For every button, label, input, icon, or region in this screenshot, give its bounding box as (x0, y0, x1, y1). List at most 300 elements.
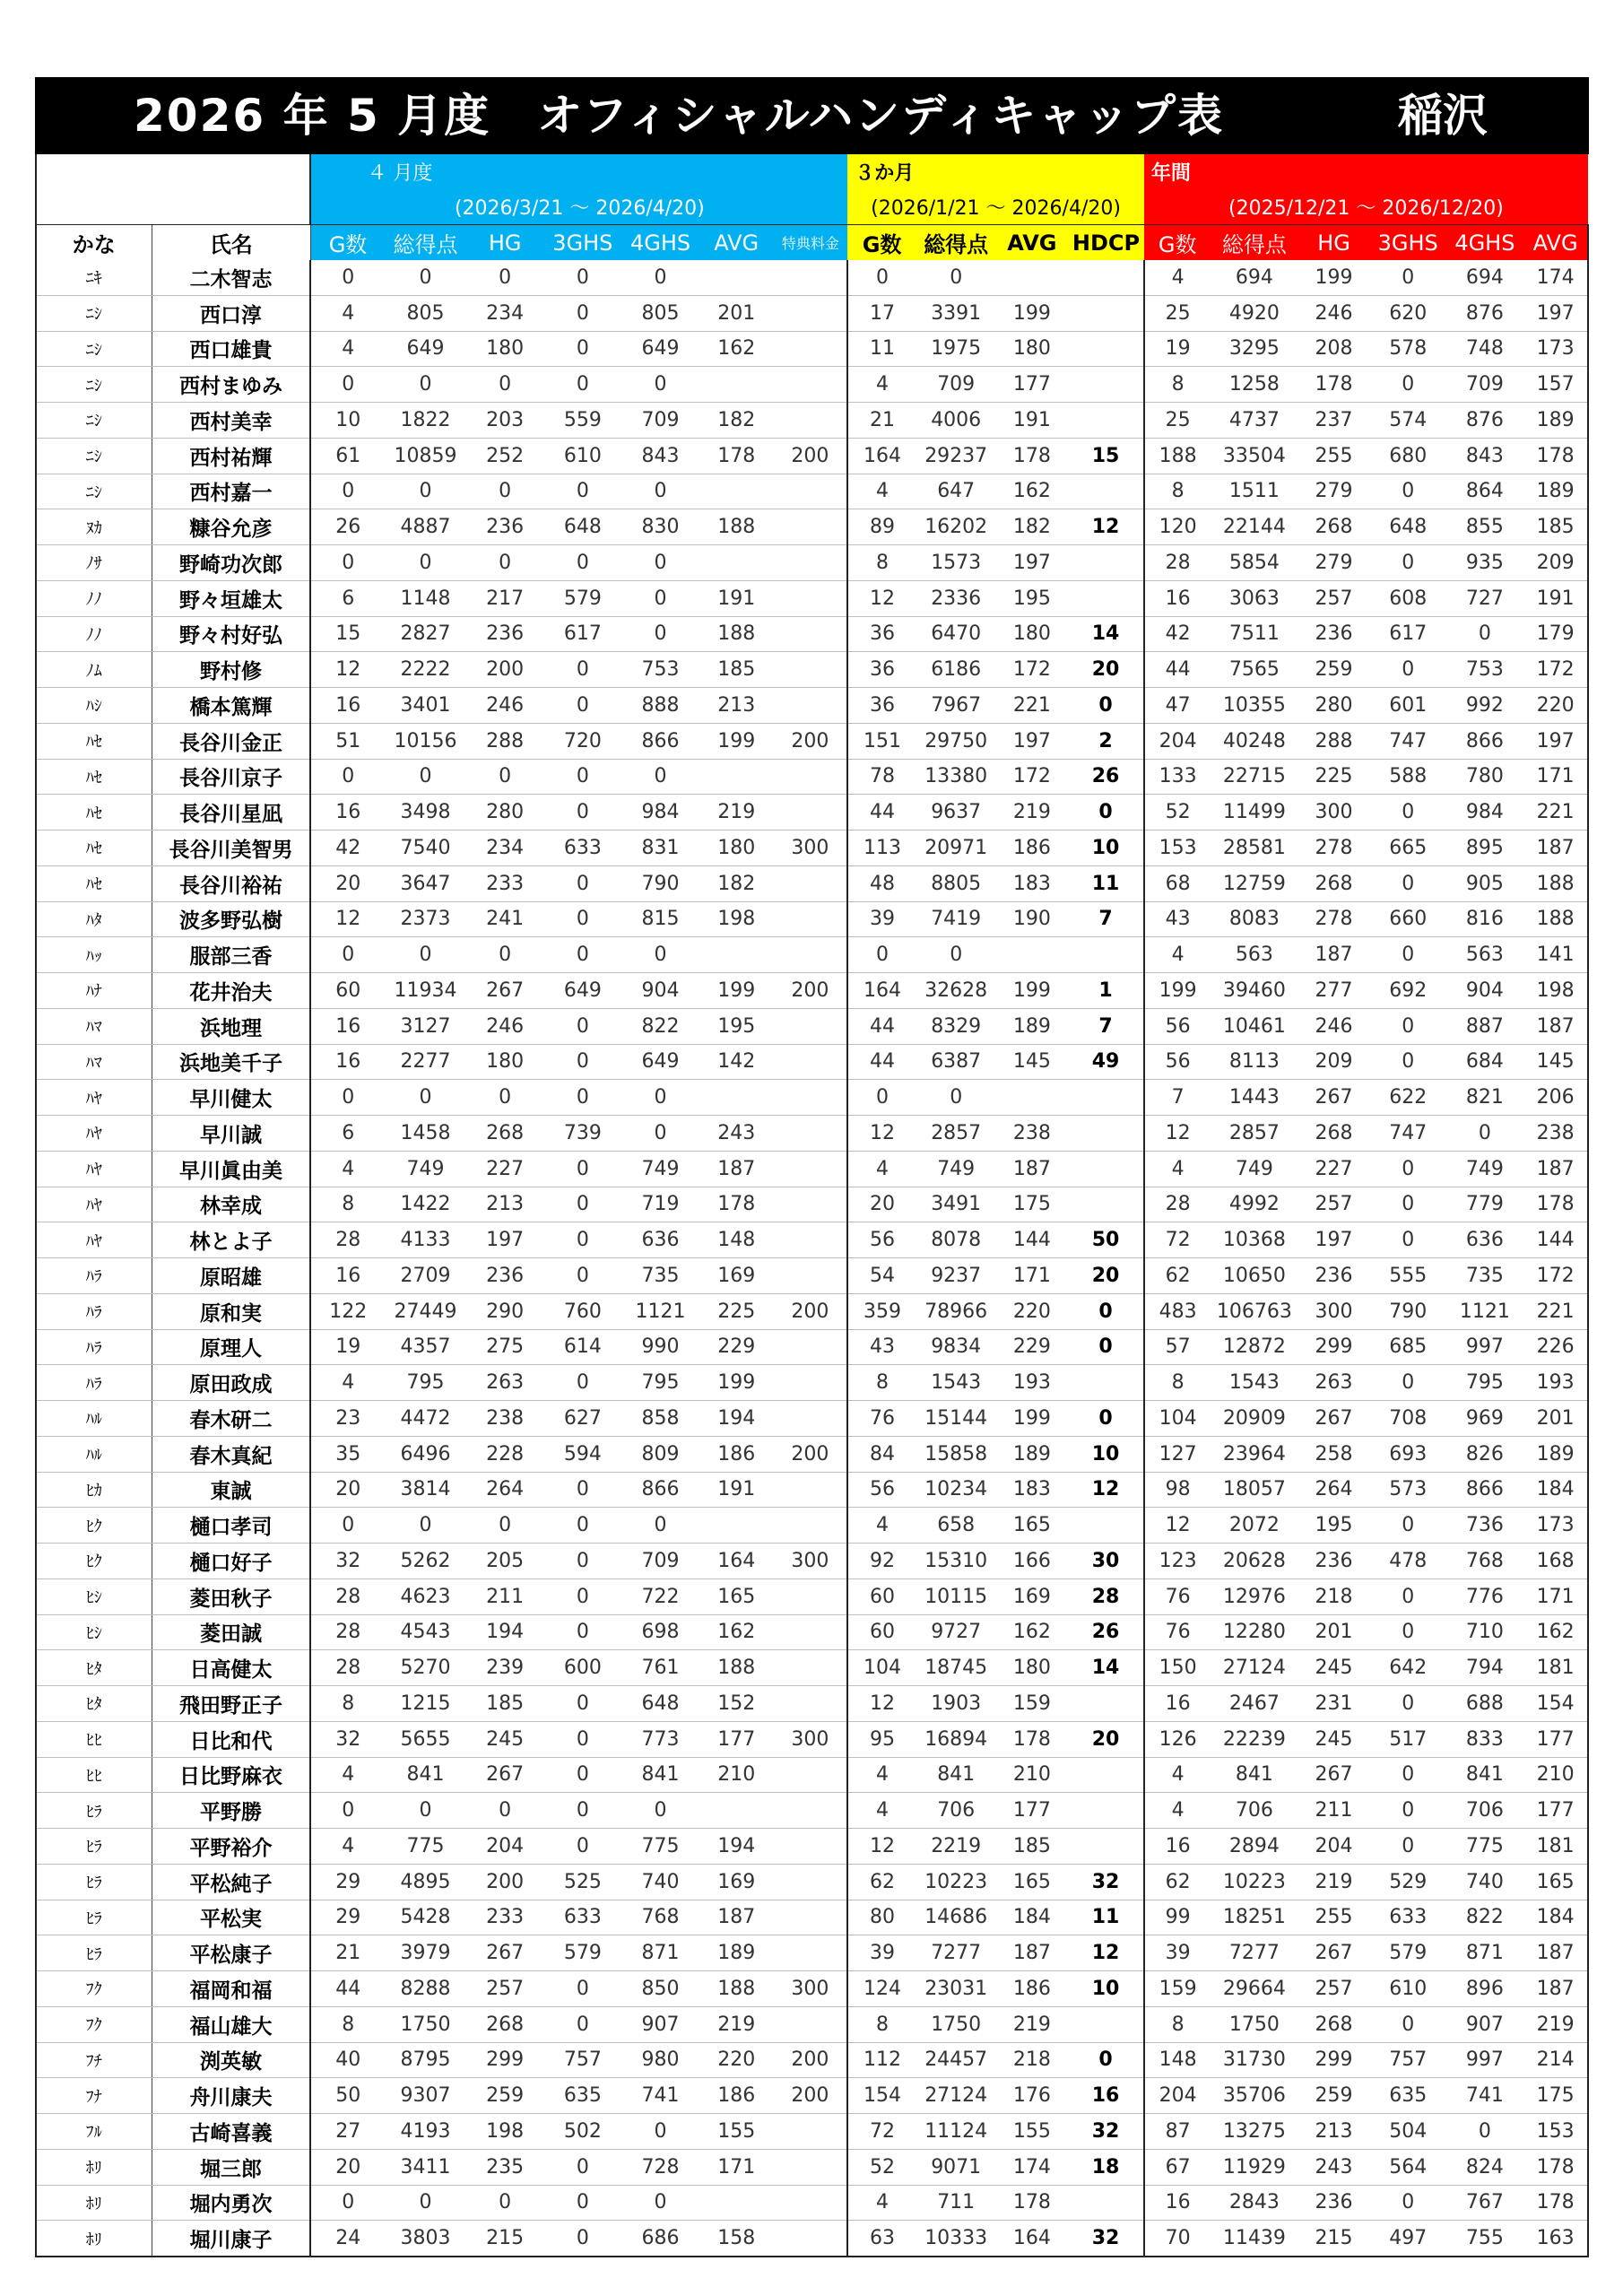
cell-value: 243 (699, 1116, 774, 1152)
cell-value: 162 (699, 1614, 774, 1650)
cell-value: 16202 (916, 509, 996, 545)
cell-value: 0 (1370, 795, 1446, 831)
cell-value (774, 1578, 848, 1614)
cell-value: 231 (1298, 1686, 1370, 1722)
cell-value: 209 (1523, 545, 1588, 581)
cell-value: 5270 (385, 1650, 466, 1686)
table-row (36, 438, 1588, 474)
cell-name: 浜地理 (152, 1008, 310, 1044)
cell-games: 4 (1144, 937, 1211, 973)
cell-value: 10115 (916, 1578, 996, 1614)
cell-value: 0 (621, 759, 699, 795)
cell-value: 4920 (1211, 295, 1298, 331)
cell-value: 826 (1446, 1436, 1524, 1472)
cell-value: 997 (1446, 2042, 1524, 2078)
cell-value: 633 (1370, 1900, 1446, 1935)
cell-hdcp (1068, 1116, 1144, 1152)
cell-value: 23 (310, 1401, 385, 1437)
header-col-apr-hg: HG (466, 225, 544, 261)
cell-value (774, 1614, 848, 1650)
cell-value: 0 (466, 260, 544, 295)
cell-value: 171 (1523, 759, 1588, 795)
cell-value (774, 1793, 848, 1829)
header-col-apr-4ghs: 4GHS (621, 225, 699, 261)
cell-value: 27 (310, 2114, 385, 2150)
cell-value: 10156 (385, 723, 466, 759)
cell-value: 200 (774, 438, 848, 474)
cell-value: 633 (544, 831, 622, 866)
cell-name: 原田政成 (152, 1365, 310, 1401)
cell-value: 184 (1523, 1472, 1588, 1508)
cell-value: 0 (544, 2006, 622, 2042)
cell-value: 0 (1370, 1151, 1446, 1187)
cell-games: 123 (1144, 1544, 1211, 1579)
cell-value: 239 (466, 1650, 544, 1686)
cell-kana: ﾌﾙ (36, 2114, 152, 2150)
cell-value: 4357 (385, 1329, 466, 1365)
cell-value: 6 (310, 1116, 385, 1152)
table-row (36, 2006, 1588, 2042)
cell-value: 1215 (385, 1686, 466, 1722)
cell-hdcp: 50 (1068, 1222, 1144, 1258)
cell-value: 32628 (916, 973, 996, 1009)
cell-games: 89 (847, 509, 916, 545)
cell-games: 4 (1144, 1151, 1211, 1187)
cell-value: 169 (699, 1258, 774, 1294)
cell-value: 736 (1446, 1508, 1524, 1544)
cell-value (774, 474, 848, 509)
cell-name: 舟川康夫 (152, 2078, 310, 2114)
cell-value: 246 (466, 688, 544, 724)
cell-games: 133 (1144, 759, 1211, 795)
cell-games: 127 (1144, 1436, 1211, 1472)
cell-value: 299 (466, 2042, 544, 2078)
cell-value: 246 (1298, 1008, 1370, 1044)
cell-games: 104 (1144, 1401, 1211, 1437)
cell-value: 504 (1370, 2114, 1446, 2150)
cell-games: 483 (1144, 1293, 1211, 1329)
section-april-range: (2026/3/21 ～ 2026/4/20) (310, 189, 847, 225)
cell-value: 0 (1370, 1757, 1446, 1793)
cell-hdcp: 1 (1068, 973, 1144, 1009)
cell-games: 4 (847, 1151, 916, 1187)
cell-value: 775 (385, 1829, 466, 1865)
cell-value: 749 (1446, 1151, 1524, 1187)
cell-name: 平野勝 (152, 1793, 310, 1829)
cell-kana: ﾊﾀ (36, 901, 152, 937)
cell-value: 601 (1370, 688, 1446, 724)
cell-value: 182 (699, 865, 774, 901)
cell-value (774, 937, 848, 973)
cell-kana: ﾊﾗ (36, 1365, 152, 1401)
cell-value: 172 (1523, 1258, 1588, 1294)
cell-value: 217 (466, 580, 544, 616)
table-row (36, 1508, 1588, 1544)
cell-name: 日高健太 (152, 1650, 310, 1686)
cell-value: 142 (699, 1044, 774, 1080)
cell-hdcp (1068, 295, 1144, 331)
cell-value: 1903 (916, 1686, 996, 1722)
cell-games: 52 (1144, 795, 1211, 831)
cell-value: 866 (621, 1472, 699, 1508)
cell-name: 堀内勇次 (152, 2185, 310, 2221)
cell-value: 907 (621, 2006, 699, 2042)
cell-value (774, 1151, 848, 1187)
cell-value: 749 (621, 1151, 699, 1187)
cell-name: 平松純子 (152, 1864, 310, 1900)
cell-value: 162 (996, 1614, 1069, 1650)
cell-value: 206 (1523, 1080, 1588, 1116)
header-col-yr-3ghs: 3GHS (1370, 225, 1446, 261)
cell-value: 10 (310, 403, 385, 439)
cell-value: 29 (310, 1864, 385, 1900)
cell-value (996, 937, 1069, 973)
header-col-apr-avg: AVG (699, 225, 774, 261)
cell-value: 710 (1446, 1614, 1524, 1650)
cell-hdcp: 7 (1068, 1008, 1144, 1044)
table-row (36, 723, 1588, 759)
cell-value: 768 (621, 1900, 699, 1935)
cell-games: 12 (847, 580, 916, 616)
cell-value (774, 1650, 848, 1686)
cell-hdcp: 10 (1068, 1971, 1144, 2007)
cell-value: 23964 (1211, 1436, 1298, 1472)
cell-value (996, 260, 1069, 295)
cell-value: 204 (466, 1829, 544, 1865)
cell-value: 8795 (385, 2042, 466, 2078)
table-row (36, 403, 1588, 439)
cell-value: 0 (466, 367, 544, 403)
cell-value: 1121 (621, 1293, 699, 1329)
cell-name: 菱田秋子 (152, 1578, 310, 1614)
cell-value: 268 (466, 1116, 544, 1152)
cell-hdcp: 26 (1068, 1614, 1144, 1650)
header-col-3m-hdcp: HDCP (1068, 225, 1144, 261)
cell-value: 1822 (385, 403, 466, 439)
cell-value: 0 (621, 1080, 699, 1116)
cell-value (699, 937, 774, 973)
cell-value: 50 (310, 2078, 385, 2114)
cell-value: 649 (621, 1044, 699, 1080)
cell-hdcp: 11 (1068, 1900, 1144, 1935)
cell-value: 728 (621, 2149, 699, 2185)
cell-kana: ﾊｾ (36, 795, 152, 831)
cell-value: 0 (466, 1080, 544, 1116)
cell-value: 187 (996, 1935, 1069, 1971)
cell-value (774, 2006, 848, 2042)
cell-value: 204 (1298, 1829, 1370, 1865)
cell-kana: ﾊﾔ (36, 1116, 152, 1152)
cell-hdcp: 14 (1068, 1650, 1144, 1686)
cell-name: 早川健太 (152, 1080, 310, 1116)
cell-value: 0 (310, 1508, 385, 1544)
cell-value: 0 (621, 2114, 699, 2150)
cell-value: 0 (544, 1187, 622, 1222)
table-row (36, 1829, 1588, 1865)
cell-value: 841 (621, 1757, 699, 1793)
cell-value: 0 (1370, 260, 1446, 295)
cell-games: 76 (847, 1401, 916, 1437)
cell-value: 617 (1370, 616, 1446, 652)
cell-value: 173 (1523, 331, 1588, 367)
cell-value (699, 474, 774, 509)
cell-value: 208 (1298, 331, 1370, 367)
cell-value: 144 (996, 1222, 1069, 1258)
cell-value: 1148 (385, 580, 466, 616)
cell-value: 3401 (385, 688, 466, 724)
cell-value: 0 (544, 295, 622, 331)
cell-value: 1121 (1446, 1293, 1524, 1329)
cell-hdcp (1068, 367, 1144, 403)
cell-value: 0 (621, 580, 699, 616)
cell-value: 238 (466, 1401, 544, 1437)
cell-value: 171 (996, 1258, 1069, 1294)
cell-value: 241 (466, 901, 544, 937)
cell-value: 177 (1523, 1721, 1588, 1757)
cell-value: 201 (699, 295, 774, 331)
table-row (36, 688, 1588, 724)
cell-value: 267 (466, 1757, 544, 1793)
cell-hdcp: 16 (1068, 2078, 1144, 2114)
cell-value: 741 (621, 2078, 699, 2114)
cell-value: 871 (1446, 1935, 1524, 1971)
cell-name: 早川眞由美 (152, 1151, 310, 1187)
cell-games: 67 (1144, 2149, 1211, 2185)
cell-value: 658 (916, 1508, 996, 1544)
table-row (36, 1721, 1588, 1757)
table-row (36, 616, 1588, 652)
cell-games: 44 (847, 795, 916, 831)
cell-value: 708 (1370, 1401, 1446, 1437)
cell-value: 757 (544, 2042, 622, 2078)
cell-value: 4737 (1211, 403, 1298, 439)
cell-value: 18057 (1211, 1472, 1298, 1508)
cell-value: 969 (1446, 1401, 1524, 1437)
cell-value: 749 (916, 1151, 996, 1187)
cell-value: 186 (996, 831, 1069, 866)
cell-value: 213 (699, 688, 774, 724)
cell-games: 42 (1144, 616, 1211, 652)
cell-games: 8 (847, 1365, 916, 1401)
cell-value: 11499 (1211, 795, 1298, 831)
table-row (36, 1472, 1588, 1508)
cell-value: 0 (310, 759, 385, 795)
cell-value: 180 (996, 616, 1069, 652)
cell-value: 1750 (916, 2006, 996, 2042)
cell-value: 564 (1370, 2149, 1446, 2185)
cell-value: 200 (774, 2078, 848, 2114)
cell-value: 3979 (385, 1935, 466, 1971)
cell-value: 775 (621, 1829, 699, 1865)
cell-value: 155 (996, 2114, 1069, 2150)
cell-games: 28 (1144, 545, 1211, 581)
cell-games: 113 (847, 831, 916, 866)
cell-value: 200 (774, 723, 848, 759)
cell-value: 2222 (385, 652, 466, 688)
cell-value: 267 (466, 1935, 544, 1971)
cell-value: 194 (699, 1829, 774, 1865)
cell-hdcp (1068, 1686, 1144, 1722)
cell-kana: ﾊﾗ (36, 1258, 152, 1294)
table-row (36, 2185, 1588, 2221)
cell-value: 1443 (1211, 1080, 1298, 1116)
cell-games: 25 (1144, 403, 1211, 439)
location-label: 稲沢 (1398, 90, 1488, 142)
cell-value: 20628 (1211, 1544, 1298, 1579)
cell-value: 984 (621, 795, 699, 831)
cell-value: 28 (310, 1578, 385, 1614)
cell-games: 70 (1144, 2221, 1211, 2257)
cell-value: 122 (310, 1293, 385, 1329)
cell-games: 4 (1144, 260, 1211, 295)
cell-value: 264 (1298, 1472, 1370, 1508)
cell-value: 275 (466, 1329, 544, 1365)
cell-value: 0 (1370, 1222, 1446, 1258)
title-bar (35, 77, 1589, 154)
cell-value (774, 1757, 848, 1793)
cell-value: 3647 (385, 865, 466, 901)
cell-value: 40248 (1211, 723, 1298, 759)
cell-games: 4 (1144, 1793, 1211, 1829)
cell-hdcp: 0 (1068, 1401, 1144, 1437)
cell-value: 0 (385, 759, 466, 795)
cell-value: 0 (544, 367, 622, 403)
cell-value: 165 (699, 1578, 774, 1614)
cell-value: 236 (1298, 616, 1370, 652)
cell-value: 16 (310, 795, 385, 831)
cell-value: 257 (1298, 580, 1370, 616)
cell-value: 905 (1446, 865, 1524, 901)
cell-kana: ﾎﾘ (36, 2185, 152, 2221)
table-row (36, 901, 1588, 937)
cell-value: 6496 (385, 1436, 466, 1472)
cell-value: 175 (996, 1187, 1069, 1222)
cell-hdcp: 32 (1068, 2221, 1144, 2257)
cell-value: 4 (310, 1365, 385, 1401)
cell-games: 8 (1144, 367, 1211, 403)
cell-value: 60 (310, 973, 385, 1009)
cell-value: 300 (774, 831, 848, 866)
cell-name: 菱田誠 (152, 1614, 310, 1650)
cell-value (774, 2149, 848, 2185)
cell-value: 685 (1370, 1329, 1446, 1365)
cell-value (774, 509, 848, 545)
cell-kana: ﾊﾅ (36, 973, 152, 1009)
cell-value: 1543 (916, 1365, 996, 1401)
table-row (36, 652, 1588, 688)
cell-value: 31730 (1211, 2042, 1298, 2078)
cell-kana: ﾊﾗ (36, 1329, 152, 1365)
cell-value: 642 (1370, 1650, 1446, 1686)
cell-name: 原昭雄 (152, 1258, 310, 1294)
cell-value: 600 (544, 1650, 622, 1686)
cell-value: 794 (1446, 1650, 1524, 1686)
cell-value: 42 (310, 831, 385, 866)
cell-value: 0 (385, 1508, 466, 1544)
cell-value: 197 (466, 1222, 544, 1258)
cell-kana: ﾌｸ (36, 1971, 152, 2007)
table-row (36, 2078, 1588, 2114)
table-row (36, 295, 1588, 331)
cell-value: 236 (1298, 1544, 1370, 1579)
cell-value: 178 (1523, 2185, 1588, 2221)
cell-value: 10368 (1211, 1222, 1298, 1258)
cell-value: 706 (916, 1793, 996, 1829)
cell-name: 西口淳 (152, 295, 310, 331)
cell-value: 40 (310, 2042, 385, 2078)
cell-value: 178 (996, 438, 1069, 474)
cell-hdcp: 12 (1068, 1935, 1144, 1971)
cell-value: 29664 (1211, 1971, 1298, 2007)
table-body (36, 260, 1588, 2257)
cell-kana: ﾆｼ (36, 403, 152, 439)
cell-value: 210 (996, 1757, 1069, 1793)
cell-value: 229 (699, 1329, 774, 1365)
cell-name: 渕英敏 (152, 2042, 310, 2078)
cell-value: 234 (466, 295, 544, 331)
cell-value: 579 (1370, 1935, 1446, 1971)
cell-name: 林とよ子 (152, 1222, 310, 1258)
cell-value: 692 (1370, 973, 1446, 1009)
cell-kana: ﾆｼ (36, 474, 152, 509)
cell-value: 588 (1370, 759, 1446, 795)
cell-value: 44 (310, 1971, 385, 2007)
cell-value: 0 (544, 1222, 622, 1258)
cell-value: 245 (1298, 1650, 1370, 1686)
cell-value: 1543 (1211, 1365, 1298, 1401)
cell-value: 258 (1298, 1436, 1370, 1472)
cell-value: 610 (1370, 1971, 1446, 2007)
cell-value: 648 (1370, 509, 1446, 545)
cell-value: 182 (996, 509, 1069, 545)
cell-games: 12 (1144, 1116, 1211, 1152)
cell-value: 5262 (385, 1544, 466, 1579)
cell-value: 187 (1298, 937, 1370, 973)
cell-value: 4623 (385, 1578, 466, 1614)
cell-value: 16 (310, 1044, 385, 1080)
table-row (36, 331, 1588, 367)
cell-value: 6 (310, 580, 385, 616)
cell-value: 185 (699, 652, 774, 688)
cell-games: 95 (847, 1721, 916, 1757)
cell-value: 8083 (1211, 901, 1298, 937)
cell-value: 0 (621, 616, 699, 652)
cell-value: 21 (310, 1935, 385, 1971)
cell-value (774, 1472, 848, 1508)
cell-value: 164 (996, 2221, 1069, 2257)
cell-games: 56 (1144, 1008, 1211, 1044)
cell-games: 164 (847, 438, 916, 474)
cell-value: 229 (996, 1329, 1069, 1365)
cell-value: 32 (310, 1544, 385, 1579)
cell-value: 0 (466, 937, 544, 973)
cell-value: 162 (996, 474, 1069, 509)
cell-value: 197 (996, 723, 1069, 759)
cell-name: 服部三香 (152, 937, 310, 973)
cell-value: 1750 (385, 2006, 466, 2042)
cell-value: 300 (774, 1971, 848, 2007)
cell-games: 8 (1144, 474, 1211, 509)
cell-value: 221 (996, 688, 1069, 724)
cell-value (774, 1864, 848, 1900)
cell-value: 245 (466, 1721, 544, 1757)
table-row (36, 831, 1588, 866)
cell-value: 171 (1523, 1578, 1588, 1614)
cell-value: 237 (1298, 403, 1370, 439)
header-col-yr-avg: AVG (1523, 225, 1588, 261)
cell-kana: ﾌﾁ (36, 2042, 152, 2078)
cell-value: 720 (544, 723, 622, 759)
